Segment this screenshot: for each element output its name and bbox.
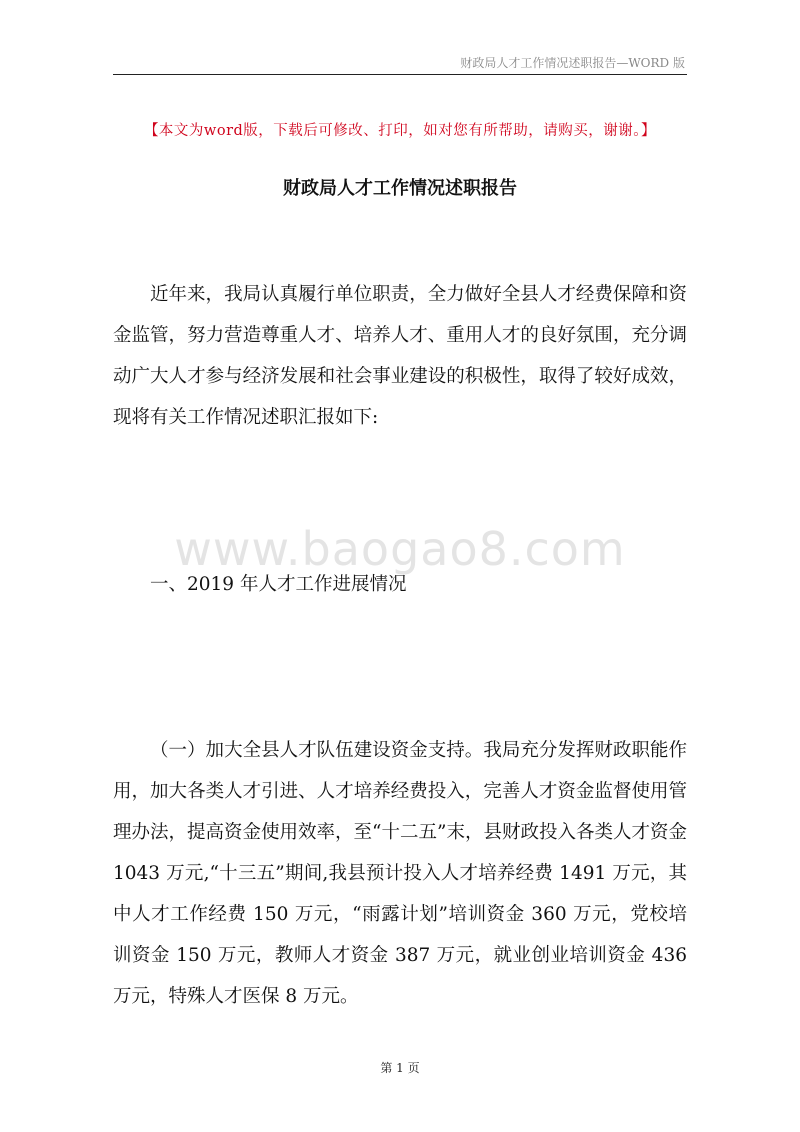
running-header: 财政局人才工作情况述职报告—WORD 版 — [460, 56, 685, 70]
document-title: 财政局人才工作情况述职报告 — [283, 178, 517, 199]
section-heading: 一、2019 年人才工作进展情况 — [150, 574, 407, 595]
header-divider — [113, 74, 687, 75]
page-number: 第 1 页 — [380, 1061, 420, 1075]
body-paragraph: （一）加大全县人才队伍建设资金支持。我局充分发挥财政职能作用，加大各类人才引进、人才培养经费投入，完善人才资金监督使用管理办法，提高资金使用效率，至“十二五”末，县财政投入各类人才资金 1043 万元,“十三五”期间,我县预计投入人才培养经费 1491 万元，其中人才工作经费 150 万元，“雨露计划”培训资金 360 万元，党校培训资金 150 万元，教师人才资金 387 万元，就业创业培训资金 436 万元，特殊人才医保 8 万元。 — [113, 740, 687, 1007]
watermark: www.baogao8.com — [174, 522, 626, 576]
intro-paragraph: 近年来，我局认真履行单位职责，全力做好全县人才经费保障和资金监管，努力营造尊重人才、培养人才、重用人才的良好氛围，充分调动广大人才参与经济发展和社会事业建设的积极性，取得了较好成效，现将有关工作情况述职汇报如下: — [113, 284, 687, 428]
download-notice: 【本文为word版，下载后可修改、打印，如对您有所帮助，请购买，谢谢。】 — [143, 123, 657, 139]
